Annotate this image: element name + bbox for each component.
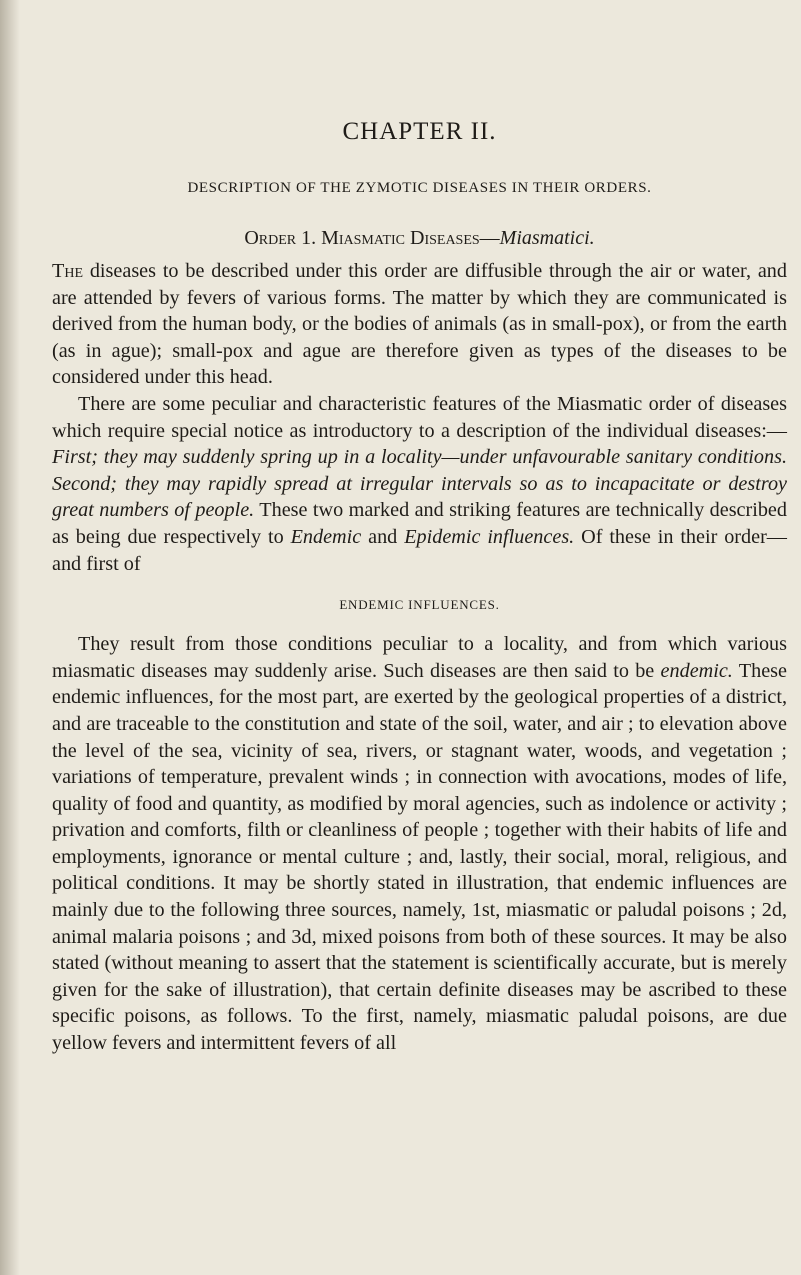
order-heading xyxy=(52,227,787,250)
page-content xyxy=(52,118,787,1057)
paragraph-intro xyxy=(52,258,787,391)
paragraph-endemic xyxy=(52,631,787,1057)
paragraph-endemic-text-2: These endemic influences, for the most part, are exerted by the geological properties of a district, and are traceable to the constitution and state of the soil, water, and air ; to elevation above the level of the sea, vicinity of sea, rivers, or stagnant water, woods, and vegetation ; variations of temperature, prevalent winds ; in connection with avocations, modes of life, quality of food and quantity, as modified by moral agencies, such as indolence or activity ; privation and comforts, filth or cleanliness of people ; together with their habits of life and employments, ignorance or mental culture ; and, lastly, their social, moral, religious, and political conditions. It may be shortly stated in illustration, that endemic influences are mainly due to the following three sources, namely, 1st, miasmatic or paludal poisons ; 2d, animal malaria poisons ; and 3d, mixed poisons from both of these sources. It may be also stated (without meaning to assert that the statement is scientifically accurate, but is merely given for the sake of illustration), that certain definite diseases may be ascribed to these specific poisons, as follows. To the first, namely, miasmatic paludal poisons, are due yellow fevers and intermittent fevers of all xyxy=(52,659,787,1055)
paragraph-features-text-3: and xyxy=(361,525,405,548)
section-heading: ENDEMIC INFLUENCES. xyxy=(339,597,500,613)
order-heading-latin: Miasmatici. xyxy=(499,227,595,249)
chapter-title: CHAPTER II. xyxy=(342,118,497,145)
paragraph-endemic-text-1: They result from those conditions peculiar to a locality, and from which various miasmatic diseases may suddenly arise. Such diseases are then said to be xyxy=(52,633,787,682)
paragraph-features-text-4: Of these in their order—and first of xyxy=(52,525,787,575)
chapter-subtitle: DESCRIPTION OF THE ZYMOTIC DISEASES IN THEIR ORDERS. xyxy=(187,180,652,196)
paragraph-intro-text: diseases to be described under this order are diffusible through the air or water, and are attended by fevers of various forms. The matter by which they are communicated is derived from the human body, or the bodies of animals (as in small-pox), or from the earth (as in ague); small-pox and ague are therefore given as types of the diseases to be considered under this head. xyxy=(52,260,787,389)
paragraph-features-text-1: There are some peculiar and characteristic features of the Miasmatic order of diseases which require special notice as introductory to a description of the individual diseases:— xyxy=(52,392,787,442)
paragraph-features-italic-2: Endemic xyxy=(290,525,362,548)
paragraph-features-italic-1: First; they may suddenly spring up in a locality—under unfavourable sanitary conditions. Second; they may rapidly spread at irregular intervals so as to incapacitate or destroy great numbers of people. xyxy=(52,446,787,522)
paragraph-features-text-2: These two marked and striking features are technically described as being due respectively to xyxy=(52,499,787,548)
book-spine-shadow xyxy=(0,0,20,1275)
order-heading-text: Order 1. Miasmatic Diseases— xyxy=(244,227,500,249)
paragraph-features xyxy=(52,391,787,577)
paragraph-features-italic-3: Epidemic influences. xyxy=(404,525,575,548)
paragraph-endemic-italic-1: endemic. xyxy=(660,659,733,682)
paragraph-intro-lead: The xyxy=(52,260,83,282)
